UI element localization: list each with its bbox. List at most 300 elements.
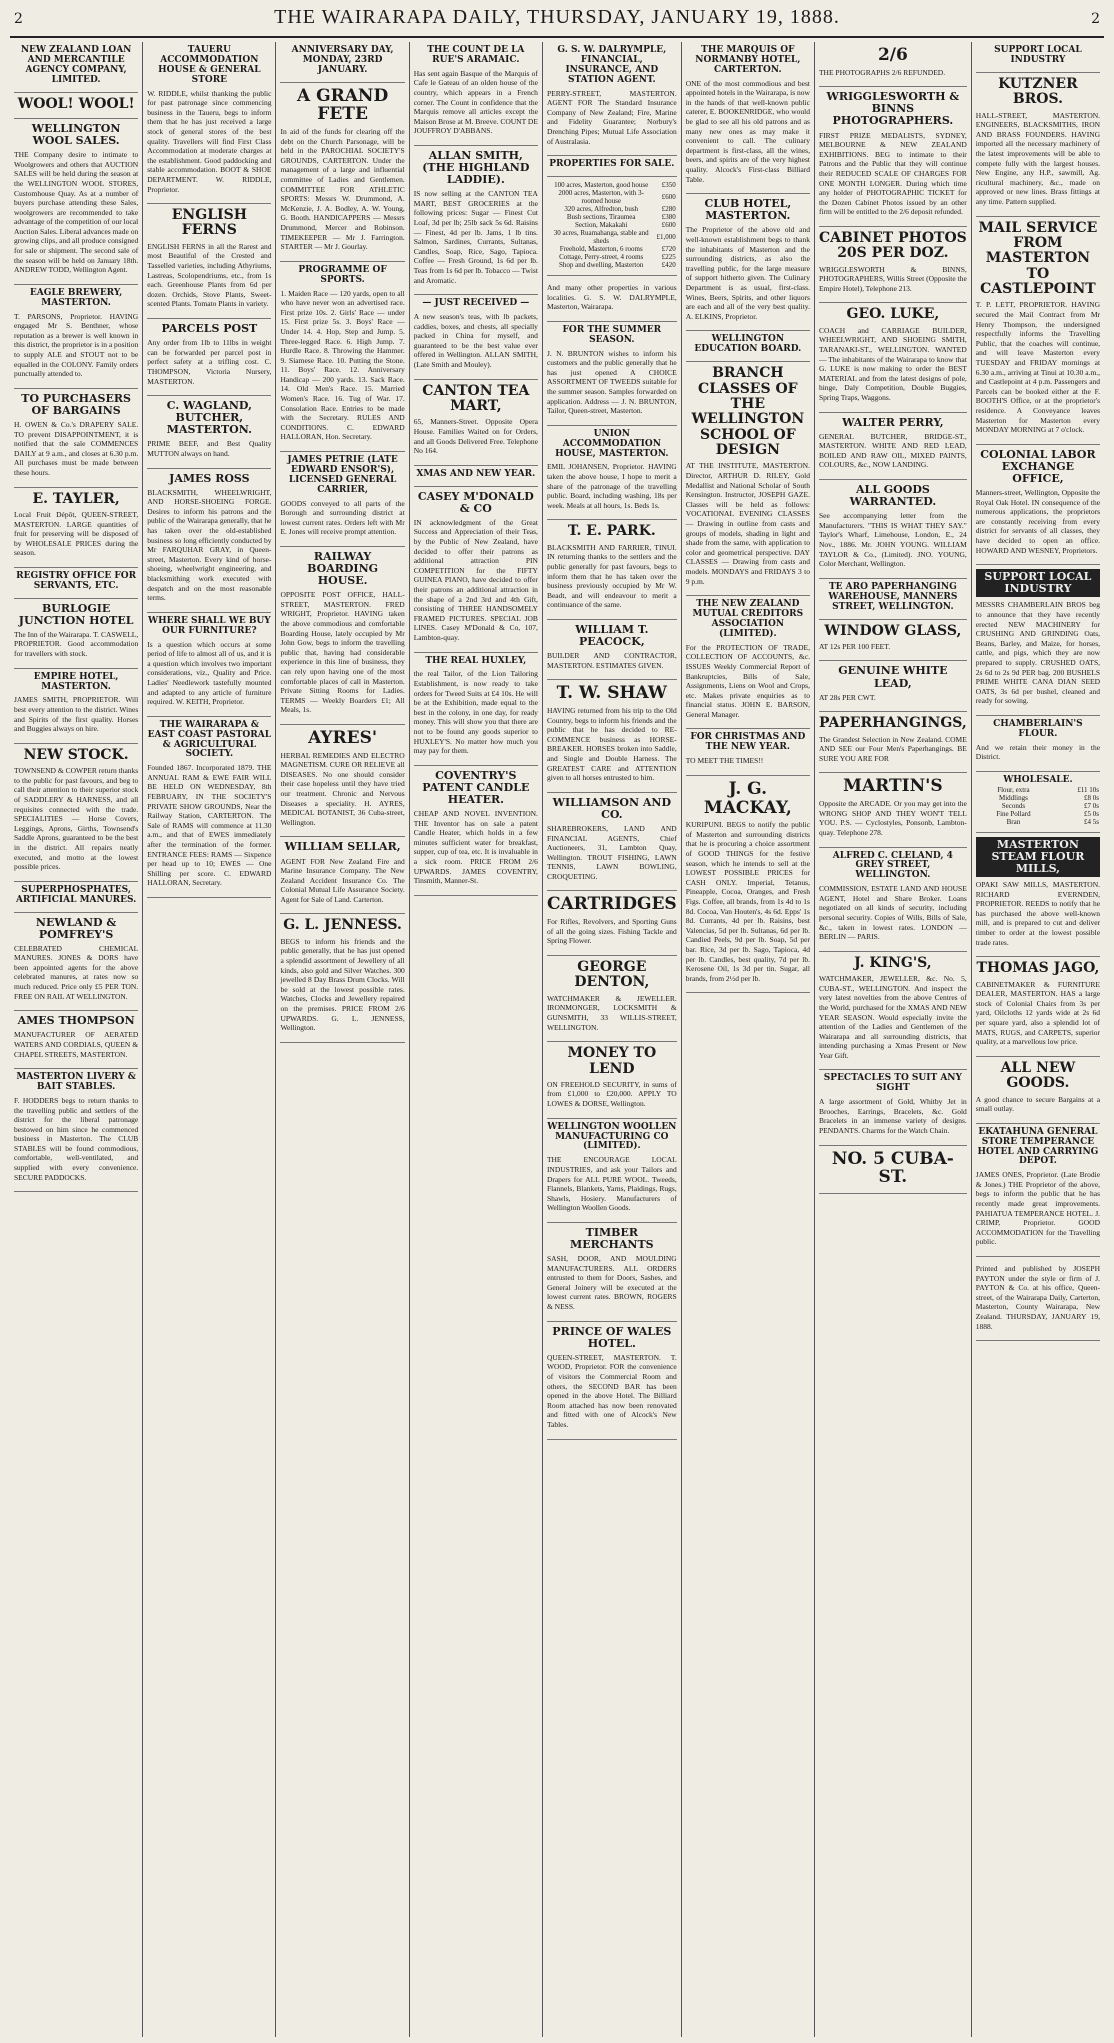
advertisement	[147, 42, 271, 204]
ad-body-text: TOWNSEND & COWPER return thanks to the public for past favours, and beg to call their attention to their superior stock of SADDLERY & HARNESS, and all requisites connected with the trade. SPECIALITIES — Horse Covers, Leggings, Aprons, Girths, Townsend's Saddle Aprons, guaranteed to be the best in the district. All repairs neatly executed, and motto at the lowest possible prices.	[14, 766, 139, 872]
wholesale-row	[976, 810, 1100, 818]
ad-heading: EKATAHUNA GENERAL STORE TEMPERANCE HOTEL AND CARRYING DEPOT.	[977, 1126, 1099, 1167]
ad-body-text: See accompanying letter from the Manufacturers. "THIS IS WHAT THEY SAY." Taylor's Wharf, Limehouse, London, E., 24 Nov., 1886. Mr. JOHN YOUNG. WILLIAM TAYLOR & Co., (Limited). JNO. YOUNG, Color Merchant, Wellington.	[818, 511, 967, 569]
wholesale-row	[976, 802, 1100, 810]
ad-heading: THE WAIRARAPA & EAST COAST PASTORAL & AGRICULTURAL SOCIETY.	[147, 719, 272, 760]
advertisement	[547, 793, 677, 892]
column-8	[972, 42, 1104, 2037]
ad-body-text: W. RIDDLE, whilst thanking the public for past patronage since commencing business in the Taueru, begs to inform them that he has just received a large stock of general stores of the best quality. Travellers will find First Class Accommodation at moderate charges at the establishment. Good paddocking and stable accommodation. BOOT & SHOE DEPARTMENT. W. RIDDLE, Proprietor.	[147, 88, 272, 194]
advertisement	[976, 73, 1100, 217]
property-description: 100 acres, Masterton, good house	[554, 181, 649, 190]
ad-body-text: HAVING returned from his trip to the Old Country, begs to inform his friends and the public that he has decided to RE-COMMENCE business as HORSE-BREAKER. HORSES broken into Saddle, and Single and Double Harness. The GREATEST CARE and ATTENTION given to all horses entrusted to him.	[546, 705, 677, 783]
ad-body-text: BUILDER AND CONTRACTOR, MASTERTON. ESTIMATES GIVEN.	[546, 651, 677, 670]
ad-body-text: FIRST PRIZE MEDALISTS, SYDNEY, MELBOURNE & NEW ZEALAND EXHIBITIONS. BEG to intimate to their Patrons and the Public that they will continue their REDUCED SCALE OF CHARGES FOR ONE MONTH LONGER. During which time any holder of PHOTOGRAPHIC TICKET for the Dozen Cabinet Photos issued by an other firm will be entitled to the 2/6 deposit refunded.	[818, 130, 967, 217]
ad-body-text: THE PHOTOGRAPHS 2/6 REFUNDED.	[818, 67, 946, 77]
ad-body-text: Is a question which occurs at some period of life to almost all of us, and it is a question which involves two important considerations, viz., Quality and Price. Ladies' Needlework tastefully mounted and adapted to any article of furniture required. W. KEITH, Proprietor.	[147, 639, 272, 707]
ad-heading: CLUB HOTEL, MASTERTON.	[704, 197, 792, 223]
advertisement	[414, 487, 538, 653]
ad-body-text: H. OWEN & Co.'s DRAPERY SALE. TO prevent DISAPPOINTMENT, it is notified that the sale COMMENCES DAILY at 9 a.m., and closes at 6.30 p.m. All purchases must be made between these hours.	[14, 419, 139, 477]
advertisement	[414, 295, 538, 379]
ad-heading: MARTIN'S	[843, 776, 943, 797]
ad-heading: SUPPORT LOCAL INDUSTRY	[976, 569, 1100, 597]
ad-body-text: JAMES ONES, Proprietor. (Late Brodie & Jones.) THE Proprietor of the above, begs to inform the public that he has recently made great improvements. PAHIATUA TEMPERANCE HOTEL. J. CRIMP, Proprietor. GOOD ACCOMMODATION for the Travelling public.	[975, 1170, 1101, 1247]
ad-body-text: BLACKSMITH AND FARRIER, TINUI. IN returning thanks to the settlers and the public generally for past favours, begs to inform them that he has taken over the business previously occupied by Mr W. Beadt, and will endeavour to merit a continuance of the same.	[546, 542, 677, 610]
column-4	[410, 42, 543, 2037]
advertisement	[819, 1070, 967, 1145]
advertisement	[547, 1119, 677, 1223]
price-row	[547, 253, 677, 261]
advertisement	[819, 712, 967, 773]
advertisement	[976, 445, 1100, 565]
ad-heading: T. E. PARK.	[567, 523, 656, 540]
price-row	[547, 245, 677, 253]
advertisement	[280, 42, 404, 83]
advertisement	[414, 766, 538, 896]
ad-body-text: THE ENCOURAGE LOCAL INDUSTRIES, and ask your Tailors and Drapers for ALL PURE WOOL. Tweeds, Flannels, Blankets, Yarns, Plaidings, Rugs, Shawls, Hosiery. Manufacturers of Wellington Woollen Goods.	[546, 1155, 677, 1213]
ad-heading: E. TAYLER,	[32, 490, 120, 507]
advertisement	[547, 1223, 677, 1322]
ad-body-text: WRIGGLESWORTH & BINNS, PHOTOGRAPHERS, Willis Street (Opposite the Empire Hotel), Telephone 213.	[818, 264, 967, 293]
advertisement	[976, 217, 1100, 445]
ad-heading: G. L. JENNESS.	[283, 917, 402, 934]
advertisement	[414, 146, 538, 295]
price-row	[547, 205, 677, 213]
advertisement	[686, 776, 810, 993]
property-description: Shop and dwelling, Masterton	[559, 261, 644, 270]
column-2	[143, 42, 276, 2037]
advertisement	[819, 42, 967, 87]
ad-heading: THE MARQUIS OF NORMANBY HOTEL, CARTERTON.	[695, 45, 801, 75]
advertisement	[14, 119, 138, 285]
ad-heading: — JUST RECEIVED —	[422, 298, 530, 309]
ad-body-text: For the PROTECTION OF TRADE, COLLECTION OF ACCOUNTS, &c. ISSUES Weekly Commercial Report of Bankruptcies, Bills of Sale, Assignments, Liens on Wool and Crops, etc. Makes private enquiries as to financial status. JOHN E. BARSON, General Manager.	[685, 642, 810, 719]
wholesale-item: Fine Pollard	[996, 809, 1031, 818]
ad-heading: C. WAGLAND, BUTCHER, MASTERTON.	[166, 399, 252, 437]
ad-body-text: 65, Manners-Street. Opposite Opera House. Families Waited on for Orders, and all Goods Delivered Free. Telephone No 164.	[413, 417, 538, 456]
ad-body-text: QUEEN-STREET, MASTERTON. T. WOOD, Proprietor. FOR the convenience of visitors the Commercial Room and others, the SECOND BAR has been opened in the above Hotel. The Billiard Room attached has now been renovated and fitted with one of Alcock's New Tables.	[546, 1352, 677, 1429]
ad-heading: JAMES ROSS	[169, 471, 250, 485]
ad-heading: GENUINE WHITE LEAD,	[838, 664, 948, 690]
advertisement	[147, 717, 271, 898]
ad-heading: SUPPORT LOCAL INDUSTRY	[994, 45, 1082, 65]
ad-heading: CARTRIDGES	[546, 894, 677, 915]
advertisement	[147, 469, 271, 613]
property-description: 320 acres, Alfredton, bush	[564, 205, 639, 214]
ad-heading: NEWLAND & POMFREY'S	[35, 915, 117, 941]
advertisement	[686, 729, 810, 775]
ad-body-text: WATCHMAKER & JEWELLER. IRONMONGER, LOCKSMITH & GUNSMITH, 33 WILLIS-STREET, WELLINGTON.	[546, 993, 677, 1032]
advertisement	[280, 547, 404, 725]
ad-heading: NEW STOCK.	[23, 746, 129, 763]
ad-heading: AYRES'	[308, 727, 378, 748]
advertisement	[819, 661, 967, 712]
ad-heading: WALTER PERRY,	[842, 415, 944, 429]
advertisement	[686, 596, 810, 729]
ad-body-text: PRIME BEEF, and Best Quality MUTTON always on hand.	[147, 439, 272, 458]
advertisement	[547, 956, 677, 1042]
ad-body-text: AGENT FOR New Zealand Fire and Marine Insurance Company. The New Zealand Accident Insurance Co. The Colonial Mutual Life Assurance Society. Agent for Sale of Land. Carterton.	[280, 856, 405, 904]
advertisement	[547, 891, 677, 955]
ad-heading: T. W. SHAW	[556, 683, 667, 704]
advertisement	[819, 413, 967, 480]
ad-body-text: Printed and published by JOSEPH PAYTON under the style or firm of J. PAYTON & Co. at his office, Queen-street, of the Wairarapa Daily, Carterton, Masterton, County Wairarapa, New Zealand. THURSDAY, JANUARY 19, 1888.	[975, 1264, 1101, 1331]
ad-heading: WOOL! WOOL!	[17, 95, 135, 112]
ad-body-text: EMIL JOHANSEN, Proprietor. HAVING taken the above house, I hope to merit a share of the patronage of the travelling public. Board, including washing, 18s per week. Meals at all hours, 1s. Beds 1s.	[546, 462, 677, 510]
ad-heading: REGISTRY OFFICE FOR SERVANTS, ETC.	[16, 570, 137, 591]
ad-heading: ANNIVERSARY DAY, MONDAY, 23RD JANUARY.	[291, 45, 394, 75]
ad-heading: EAGLE BREWERY, MASTERTON.	[29, 287, 123, 308]
ad-heading: XMAS AND NEW YEAR.	[416, 468, 536, 479]
column-1	[10, 42, 143, 2037]
property-description: 30 acres, Ruamahanga, stable and sheds	[553, 229, 649, 246]
ad-heading: FOR THE SUMMER SEASON.	[562, 324, 662, 345]
ad-body-text: GENERAL BUTCHER, BRIDGE-ST., MASTERTON. WHITE AND RED LEAD, BOILED AND RAW OIL, MIXED PAINTS, COLOURS, &c., NOW LANDING.	[818, 431, 967, 470]
property-price: £1,000	[656, 233, 676, 242]
ad-heading: EMPIRE HOTEL, MASTERTON.	[33, 671, 119, 692]
price-row	[547, 221, 677, 229]
columns	[10, 42, 1104, 2037]
advertisement	[147, 613, 271, 717]
advertisement	[280, 837, 404, 914]
price-row	[547, 189, 677, 205]
ad-heading: AMES THOMPSON	[17, 1014, 135, 1028]
advertisement	[547, 620, 677, 680]
advertisement	[819, 952, 967, 1071]
property-price: £350	[661, 181, 676, 190]
property-price: £420	[661, 261, 676, 270]
column-7	[815, 42, 972, 2037]
ad-heading: PROPERTIES FOR SALE.	[549, 159, 675, 170]
ad-heading: ALLAN SMITH, (THE HIGHLAND LADDIE).	[422, 148, 530, 187]
advertisement	[976, 565, 1100, 716]
ad-body-text: HERBAL REMEDIES AND ELECTRO MAGNETISM. CURE OR RELIEVE all DISEASES. No one should consider their case hopeless until they have tried our treatment. Chronic and Nervous Diseases a speciality. H. AYRES, MEDICAL BOTANIST, 36 Cuba-street, Wellington.	[280, 750, 405, 827]
property-price: £600	[661, 193, 676, 202]
ad-heading: WELLINGTON WOOL SALES.	[31, 121, 121, 148]
advertisement	[14, 882, 138, 913]
advertisement	[547, 680, 677, 792]
ad-body-text: AT 28s PER CWT.	[818, 692, 876, 702]
ad-body-text: In aid of the funds for clearing off the debt on the Church Parsonage, will be held in the PAROCHIAL SOCIETY'S GROUNDS, CARTERTON. Under the management of a large and influential committee of Ladies and Gentlemen. COMMITTEE FOR ATHLETIC SPORTS: Messrs W. Drummond, A. McKenzie, J. A. Bodley, A. W. Young, G. Booth. HANDICAPPERS — Messrs Drummond, Mercer and Robinson. TIMEKEEPER — Mr J. Farrington. STARTER — Mr J. Gourlay.	[280, 127, 405, 252]
ad-heading: A GRAND FETE	[296, 85, 389, 125]
ad-body-text: J. N. BRUNTON wishes to inform his customers and the public generally that he has just opened A CHOICE ASSORTMENT OF TWEEDS suitable for the summer season. Samples forwarded on application. Address — J. N. BRUNTON, Tailor, Queen-street, Masterton.	[546, 348, 677, 416]
ad-body-text: CABINETMAKER & FURNITURE DEALER, MASTERTON. HAS a large stock of Colonial Chairs from 3s per yard, Oilcloths 12 yards wide at 2s 6d per square yard, also a splendid lot of MATS, RUGS, and CARPETS, superior quality, at a marvellous low price.	[975, 979, 1101, 1047]
ad-heading: ALL GOODS WARRANTED.	[849, 483, 937, 509]
newspaper-title: THE WAIRARAPA DAILY, THURSDAY, JANUARY 19, 1888.	[274, 6, 840, 28]
property-description: Freehold, Masterton, 6 rooms	[559, 245, 643, 254]
wholesale-item: Middlings	[999, 793, 1028, 802]
wholesale-item: Flour, extra	[997, 785, 1030, 794]
advertisement	[819, 848, 967, 952]
wholesale-row	[976, 794, 1100, 802]
wholesale-title: WHOLESALE.	[1003, 774, 1073, 785]
ad-heading: CANTON TEA MART,	[422, 382, 530, 414]
ad-body-text: A large assortment of Gold, Whitby Jet in Brooches, Earrings, Bracelets, &c. Gold Bracelets in an immense variety of designs. PENDANTS. Charms for the Watch Chain.	[818, 1097, 967, 1136]
advertisement	[147, 204, 271, 319]
ad-heading: PAPERHANGINGS,	[818, 715, 967, 732]
ad-heading: WINDOW GLASS,	[824, 622, 962, 639]
ad-body-text: CHEAP AND NOVEL INVENTION. THE Inventor has on sale a patent Candle Heater, which holds in a few minutes sufficient water for breakfast, supper, cup of tea, etc. It is invaluable in a sick room. PRICE FROM 2/6 UPWARDS. JAMES COVENTRY, Tinsmith, Manner-St.	[413, 809, 538, 886]
ad-heading: J. G. MACKAY,	[703, 778, 792, 818]
ad-body-text: CELEBRATED CHEMICAL MANURES. JONES & DORS have been appointed agents for the above celebrated manures, at rates now so much reduced. Price only £5 PER TON. FREE ON RAIL AT WELLINGTON.	[14, 943, 139, 1001]
ad-heading: GEORGE DENTON,	[574, 958, 650, 991]
ad-body-text: ONE of the most commodious and best appointed hotels in the Wairarapa, is now in the hands of that well-known public caterer, E. BOOKENRIDGE, who would be glad to see all his old patrons and as many new ones as may make it convenient to call. The culinary department is first-class, all the wines, beers, and spirits are of the very highest quality. Alcock's First-class Billiard Table.	[685, 78, 810, 184]
advertisement	[547, 276, 677, 322]
ad-body-text: MANUFACTURER OF AERATED WATERS AND CORDIALS, QUEEN & CHAPEL STREETS, MASTERTON.	[14, 1030, 139, 1059]
ad-heading: WELLINGTON EDUCATION BOARD.	[694, 334, 802, 355]
ad-body-text: AT 12s PER 100 FEET.	[818, 641, 891, 651]
ad-heading: COVENTRY'S PATENT CANDLE HEATER.	[422, 768, 530, 806]
advertisement	[14, 913, 138, 1012]
property-price: £600	[661, 221, 676, 230]
property-description: Bush sections, Tiraumea	[566, 213, 636, 222]
advertisement	[280, 452, 404, 547]
ad-body-text: SASH, DOOR, AND MOULDING MANUFACTURERS. ALL ORDERS entrusted to them for Doors, Sashes, and General Joinery will be executed at the lowest current rates. BROWN, ROGERS & NESS.	[546, 1254, 677, 1312]
advertisement	[14, 1011, 138, 1069]
ad-heading: MAIL SERVICE FROM MASTERTON TO CASTLEPOINT	[978, 219, 1098, 298]
page-number-right: 2	[1091, 11, 1100, 27]
ad-body-text: KURIPUNI. BEGS to notify the public of Masterton and surrounding districts that he is procuring a choice assortment of GOOD THINGS for the festive season, which he intends to sell at the LOWEST POSSIBLE PRICES for CASH ONLY. Imperial, Tetanus, Pineapple, Cocoa, Oranges, and Fresh Figs. Coffee, all brands, from 1s 4d to 1s 8d. Cocoa, Van Houten's, 4s 6d. Epps' 1s 8d. Currants, 4d per lb. Raisins, best Valencias, 5d per lb. Sultanas, 6d per lb. Candied Peels, 9d per lb. Soap, 5d per bar. Rice, 3d per lb. Sago, Tapioca, 4d per lb. Candles, best quality, 7d per lb. Kerosene Oil, 1s 3d per tin. Sugar, all brands, from 2½d per lb.	[685, 820, 810, 983]
ad-heading: WELLINGTON WOOLLEN MANUFACTURING CO (LIMITED).	[547, 1121, 677, 1152]
ad-heading: GEO. LUKE,	[846, 306, 940, 323]
property-description: 2000 acres, Masterton, with 3-roomed house	[558, 189, 644, 206]
ad-body-text: For Rifles, Revolvers, and Sporting Guns of all the going sizes. Fishing Tackle and Spring Flower.	[546, 917, 677, 946]
ad-body-text: The Proprietor of the above old and well-known establishment begs to thank the inhabitants of Masterton and the surrounding districts, as also the travelling public, for the large measure of support hitherto given. The Culinary Department is as usual, first-class. Wines, Beers, Spirits, and other liquors are each and all of the very best quality. A. ELKINS, Proprietor.	[685, 225, 810, 321]
advertisement	[819, 579, 967, 620]
ad-body-text: A new season's teas, with lb packets, caddies, boxes, and chests, all specially packed in China for myself, and guaranteed to be the best value ever offered in Wellington. ALLAN SMITH, (Late Smith and Mouley).	[413, 312, 538, 370]
ad-heading: CHAMBERLAIN'S FLOUR.	[993, 718, 1083, 739]
ad-body-text: MESSRS CHAMBERLAIN BROS beg to announce that they have recently erected NEW MACHINERY for CRUSHING AND GRINDING Oats, Beans, Barley, and Maize, for horses, cattle, and pigs, which they are now prepared to supply. CRUSHED OATS, 2s 6d to 2s 9d PER bag. 200 BUSHELS PRIME WHITE CANA DIAN SEED OATS, 3s 6d per bushel, cleaned and ready for sowing.	[975, 600, 1101, 706]
wholesale-row	[976, 818, 1100, 826]
ad-heading: THOMAS JAGO,	[976, 960, 1100, 977]
ad-body-text: ON FREEHOLD SECURITY, in sums of from £1,000 to £20,000. APPLY TO LOWES & DORSE, Wellington.	[546, 1079, 677, 1109]
wholesale-price: £5 0s	[1084, 809, 1100, 818]
ad-heading: MONEY TO LEND	[567, 1045, 657, 1077]
advertisement	[14, 285, 138, 389]
wholesale-table	[976, 786, 1100, 826]
ad-heading: SPECTACLES TO SUIT ANY SIGHT	[823, 1073, 962, 1094]
advertisement	[147, 396, 271, 468]
property-price: £720	[661, 245, 676, 254]
ad-body-text: OPAKI SAW MILLS, MASTERTON. RICHARD EVERNDEN, PROPRIETOR. REEDS to notify that he has purchased the above well-known mill, and is prepared to cut and deliver timber to order at the lowest possible trade rates.	[975, 880, 1101, 947]
property-price: £280	[661, 205, 676, 214]
wholesale-price: £7 0s	[1084, 801, 1100, 810]
property-description: Section, Makakahi	[574, 221, 628, 230]
advertisement	[819, 87, 967, 227]
ad-heading: TE ARO PAPERHANGING WAREHOUSE, MANNERS STREET, WELLINGTON.	[828, 581, 958, 612]
ad-body-text: COACH and CARRIAGE BUILDER, WHEELWRIGHT, AND SHOEING SMITH, TARANAKI-ST., WELLINGTON. WANTED — The inhabitants of the Wairarapa to know that G. LUKE is now making to order the BEST MATERIAL and from the latest designs of pole, hinge, Daly Competition, Double Buggies, Spring Traps, Waggons.	[818, 325, 967, 403]
advertisement	[819, 620, 967, 662]
ad-heading: MASTERTON STEAM FLOUR MILLS,	[976, 837, 1100, 877]
advertisement	[819, 1146, 967, 1194]
advertisement	[547, 520, 677, 620]
price-row	[547, 261, 677, 269]
ad-heading: PRINCE OF WALES HOTEL.	[552, 1324, 672, 1350]
ad-body-text: Manners-street, Wellington, Opposite the Royal Oak Hotel. IN consequence of the numerous applications, the proprietors are constantly receiving from every district for servants of all classes, they have decided to open an office. HOWARD AND WESNEY, Proprietors.	[975, 488, 1101, 555]
advertisement	[280, 262, 404, 452]
advertisement	[280, 914, 404, 1042]
ad-heading: TIMBER MERCHANTS	[570, 1225, 654, 1251]
advertisement	[976, 957, 1100, 1057]
ad-heading: BURLOGIE JUNCTION HOTEL	[18, 601, 134, 627]
ad-body-text: JAMES SMITH, PROPRIETOR. Will best every attention to the district. Wines and Spirits of the first quality. Horses and Buggies always on hire.	[14, 695, 139, 734]
ad-body-text: THE Company desire to intimate to Woolgrowers and others that AUCTION SALES will be held during the season at the WELLINGTON WOOL STORES, Customhouse Quay. As at a number of buyers purchase attending these Sales, woolgrowers are recommended to take advantage of the competition of our local Auction Sales. Liberal advances made on growing clips, and all produce consigned for sale or shipment. The second sale of the season will be held on January 18th. ANDREW TODD, Wellington Agent.	[14, 150, 139, 275]
ad-heading: G. S. W. DALRYMPLE, FINANCIAL, INSURANCE, AND STATION AGENT.	[557, 45, 667, 85]
advertisement	[547, 156, 677, 177]
advertisement	[819, 227, 967, 304]
advertisement	[14, 744, 138, 882]
ad-heading: CASEY M'DONALD & CO	[417, 489, 534, 515]
ad-body-text: The Inn of the Wairarapa. T. CASWELL, PROPRIETOR. Good accommodation for travellers with stock.	[14, 629, 139, 659]
advertisement	[819, 480, 967, 579]
advertisement	[547, 1322, 677, 1440]
wholesale-price: £11 10s	[1077, 785, 1100, 794]
ad-heading: JAMES PETRIE (LATE EDWARD ENSOR'S), LICENSED GENERAL CARRIER,	[287, 455, 398, 495]
ad-heading: THE NEW ZEALAND MUTUAL CREDITORS ASSOCIATION (LIMITED).	[692, 599, 804, 639]
ad-heading: UNION ACCOMMODATION HOUSE, MASTERTON.	[555, 428, 669, 459]
advertisement	[14, 42, 138, 93]
ad-heading: WILLIAM SELLAR,	[284, 840, 401, 854]
ad-heading: KUTZNER BROS.	[998, 75, 1078, 108]
ad-heading: WILLIAMSON AND CO.	[552, 795, 672, 821]
advertisement	[14, 93, 138, 119]
ad-heading: FOR CHRISTMAS AND THE NEW YEAR.	[690, 732, 806, 753]
ad-body-text: TO MEET THE TIMES!!	[685, 756, 764, 766]
wholesale-price: £8 0s	[1084, 793, 1100, 802]
advertisement	[976, 1257, 1100, 1341]
ad-body-text: A good chance to secure Bargains at a small outlay.	[975, 1094, 1101, 1114]
ad-heading: PROGRAMME OF SPORTS.	[298, 264, 387, 285]
advertisement	[976, 42, 1100, 73]
advertisement	[547, 322, 677, 426]
advertisement	[280, 725, 404, 837]
ad-heading: 2/6	[877, 45, 908, 65]
advertisement	[819, 303, 967, 412]
ad-heading: NO. 5 CUBA-ST.	[831, 1148, 954, 1188]
ad-body-text: OPPOSITE POST OFFICE, HALL-STREET, MASTERTON. FRED WRIGHT, Proprietor. HAVING taken the above commodious and comfortable Boarding House, lately occupied by Mr John Gow, begs to inform the travelling public that, having had considerable experience in this line of business, they can rely upon having one of the most comfortable places of call in Masterton. Private Sitting Rooms for Ladies. TERMS — Weekly Boarders £1; All Meals, 1s.	[280, 590, 405, 715]
ad-heading: TAUERU ACCOMMODATION HOUSE & GENERAL STORE	[158, 45, 261, 85]
property-description: Cottage, Perry-street, 4 rooms	[559, 253, 644, 262]
ad-heading: COLONIAL LABOR EXCHANGE OFFICE,	[980, 447, 1096, 485]
ad-heading: WRIGGLESWORTH & BINNS PHOTOGRAPHERS.	[826, 90, 960, 128]
ad-body-text: Any order from 1lb to 11lbs in weight can be forwarded per parcel post in perfect safety at a trifling cost. C. THOMPSON, Victoria Nursery, MASTERTON.	[147, 338, 272, 386]
ad-heading: THE REAL HUXLEY,	[425, 655, 527, 666]
advertisement	[976, 1057, 1100, 1124]
ad-heading: WHERE SHALL WE BUY OUR FURNITURE?	[148, 615, 271, 636]
column-3	[276, 42, 409, 2037]
advertisement	[547, 426, 677, 521]
ad-body-text: 1. Maiden Race — 120 yards, open to all who have never won an advertised race. First prize 10s. 2. Girls' Race — under 15. First prize 5s. 3. Boys' Race — Under 14. 4. Hop, Step and Jump. 5. Three-legged Race. 6. High Jump. 7. Hurdle Race. 8. Throwing the Hammer. 9. Siamese Race. 10. Putting the Stone. 11. Boys' Race. 12. Anniversary Handicap — 200 yards. 13. Sack Race. 14. Old Men's Race. 15. Married Women's Race. 16. Tug of War. 17. Consolation Race. Entries to be made with the Secretary. RULES AND CONDITIONS. C. EDWARD HALLORAN, Hon. Secretary.	[280, 288, 405, 442]
ad-heading: CABINET PHOTOS 20S PER DOZ.	[818, 229, 967, 262]
property-price: £225	[661, 253, 676, 262]
ad-body-text: ENGLISH FERNS in all the Rarest and most Beautiful of the Crested and Tasselled varieties, including Athyriums, Lastreas, Scolopendriums, etc., from 1s each. Greenhouse Plants from 6d per dozen. Orchids, Stove Plants, Sweet-scented Plants. Tomato Plants in variety.	[147, 241, 272, 309]
advertisement	[819, 773, 967, 847]
ad-heading: SUPERPHOSPHATES, ARTIFICIAL MANURES.	[15, 884, 137, 905]
ad-heading: NEW ZEALAND LOAN AND MERCANTILE AGENCY COMPANY, LIMITED.	[20, 45, 132, 85]
advertisement	[414, 42, 538, 146]
ad-body-text: And many other properties in various localities. G. S. W. DALRYMPLE, Masterton, Wairarapa.	[546, 283, 677, 312]
advertisement	[547, 177, 677, 276]
ad-heading: WILLIAM T. PEACOCK,	[575, 622, 649, 649]
ad-heading: J. KING'S,	[854, 954, 932, 971]
ad-body-text: PERRY-STREET, MASTERTON. AGENT FOR The Standard Insurance Company of New Zealand; Fire, Marine and Fidelity Guarantee; Norbury's Drenching Pipes; Mutual Life Association of Australasia.	[546, 88, 677, 146]
advertisement	[976, 833, 1100, 957]
ad-body-text: WATCHMAKER, JEWELLER, &c. No. 5, CUBA-ST., WELLINGTON. And inspect the very latest novelties from the above Centres of the World, purchased for the XMAS AND NEW YEAR SEASON. Would especially invite the attention of the Ladies and Gentlemen of the Wairarapa and all surrounding districts, that intending purchasing a Xmas Present or New Year Gift.	[818, 974, 967, 1060]
wholesale-item: Seconds	[1001, 801, 1026, 810]
advertisement	[976, 716, 1100, 772]
ad-body-text: IN acknowledgment of the Great Success and Appreciation of their Teas, by the Public of New Zealand, have decided to offer their patrons as additional attraction PIN COMPETITION for the FIFTY GUINEA PIANO, have decided to offer their patrons an additional attraction in the shape of a 2nd 3rd and 4th Gift, consisting of THREE HANDSOMELY FRAMED PICTURES. SPECIAL JOB LINES. Casey M'Donald & Co, 107, Lambton-quay.	[413, 517, 538, 642]
wholesale-row	[976, 786, 1100, 794]
advertisement	[686, 362, 810, 596]
advertisement	[414, 466, 538, 487]
ad-body-text: SHAREBROKERS, LAND AND FINANCIAL AGENTS, Chief Auctioneers, 31, Lambton Quay, Wellington. TROUT FISHING, LAWN TENNIS, LAWN BOWLING, CROQUETING.	[546, 823, 677, 881]
ad-body-text: BLACKSMITH, WHEELWRIGHT, AND HORSE-SHOEING FORGE. Desires to inform his patrons and the public of the Wairarapa generally, that he has taken over the old-established business so long efficiently conducted by Mr FARQUHAR GRAY, in Queen-street, Masterton. Every kind of horse-shoeing, wheelwright engineering, and blacksmithing work executed with despatch and on the most reasonable terms.	[147, 487, 272, 603]
ad-heading: ENGLISH FERNS	[171, 207, 247, 239]
ad-body-text: IS now selling at the CANTON TEA MART, BEST GROCERIES at the following prices: Sugar — Finest Cut Loaf, 3d per lb; 25lb sack 5s 6d. Raisins — Finest, 4d per lb. Jams, 1 lb tins. Salmon, Sardines, Currants, Sultanas, Candles, Soap, Rice, Sago, Tapioca. Coffee — Fresh Ground, 1s 6d per lb. Teas from 1s 6d per lb. Tobacco — Twist and Aromatic.	[413, 189, 538, 285]
advertisement	[547, 42, 677, 156]
masthead	[10, 6, 1104, 38]
ad-body-text: T. P. LETT, PROPRIETOR. HAVING secured the Mail Contract from Mr Henry Thompson, the undersigned respectfully informs the Travelling Public, that the coaches will continue, and will leave Masterton every TUESDAY and FRIDAY mornings at 6.30 a.m., arriving at Tinui at 10.30 a.m., and Castlepoint at 4 p.m. Passengers and Parcels can be booked either at the F. BOOTH'S Office, or at the proprietor's residence. A Conveyance leaves Masterton for Masterton every MONDAY MORNING at 7 o'clock.	[975, 300, 1101, 435]
ad-heading: ALFRED C. CLELAND, 4 GREY STREET, WELLINGTON.	[832, 850, 953, 881]
price-row	[547, 213, 677, 221]
advertisement	[686, 42, 810, 194]
advertisement	[14, 389, 138, 488]
price-row	[547, 181, 677, 189]
ad-body-text: F. HODDERS begs to return thanks to the travelling public and settlers of the district for the liberal patronage bestowed on him since he commenced business in Masterton. The CLUB STABLES will be found commodious, comfortable, well-ventilated, and supplied with every convenience. SECURE PADDOCKS.	[14, 1095, 139, 1182]
price-row	[547, 229, 677, 245]
page-number: 2	[14, 11, 23, 27]
ad-body-text: Local Fruit Dépôt, QUEEN-STREET, MASTERTON. LARGE quantities of fruit for preserving will be disposed of by WHOLESALE PRICES during the season.	[14, 509, 139, 558]
advertisement	[14, 568, 138, 599]
ad-body-text: And we retain their money in the District.	[975, 742, 1101, 762]
advertisement	[14, 669, 138, 744]
ad-body-text: Founded 1867. Incorporated 1879. THE ANNUAL RAM & EWE FAIR WILL BE HELD ON WEDNESDAY, 8th FEBRUARY, IN THE SOCIETY'S PRIVATE SHOW GROUNDS, Near the Railway Station, CARTERTON. The Sale of RAMS will commence at 11.30 a.m., and that of EWES immediately after the termination of the former. ENTRANCE FEES: RAMS — Sixpence per head up to 10; EWES — One Shilling per score. C. EDWARD HALLORAN, Secretary.	[147, 763, 272, 888]
column-6	[682, 42, 815, 2037]
advertisement	[414, 653, 538, 766]
ad-heading: ALL NEW GOODS.	[1000, 1059, 1076, 1092]
wholesale-item: Bran	[1006, 817, 1021, 826]
ad-body-text: Opposite the ARCADE. Or you may get into the WRONG SHOP AND THEY WON'T TELL YOU. P.S. — Cyclostyles, Ponsonb, Lambton-quay. Telephone 278.	[818, 799, 967, 837]
ad-body-text: HALL-STREET, MASTERTON. ENGINEERS, BLACKSMITHS, IRON AND BRASS FOUNDERS. HAVING imported all the necessary machinery of the latest improvements will be able to compete fully with the largest houses. New Engine, any H.P., sawmill, Ag. ricultural machinery, &c., made on approved or new lines. Brass fittings at any time. Pattern supplied.	[975, 110, 1101, 206]
wholesale-price: £4 5s	[1084, 817, 1100, 826]
ad-body-text: the real Tailor, of the Lion Tailoring Establishment, is now ready to take orders for Tweed Suits at £4 10s. He will be at the Exhibition, made equal to the best in the colony, in one day, for ready money. This will show you that there are not to be found any goods superior to HUXLEY'S. No matter how much you may pay for them.	[413, 669, 538, 756]
ad-body-text: AT THE INSTITUTE, MASTERTON. Director, ARTHUR D. RILEY, Gold Medallist and National Scholar of South Kensington. Instructor, JOSEPH GAZE. Classes will be held as follows: VOCATIONAL EVENING CLASSES — Drawing in outline from casts and groups of models, shading in light and shade from the same, with application to color and geometrical perspective. DAY CLASSES — Drawing from casts and models. MONDAYS and FRIDAYS 3 to 9 p.m.	[685, 461, 810, 586]
advertisement	[14, 1069, 138, 1192]
ad-body-text: T. PARSONS, Proprietor. HAVING engaged Mr S. Benthner, whose reputation as a brewer is well known in this district, the proprietor is in a position to supply ALE and STOUT not to be equalled in the COLONY. Family orders punctually attended to.	[14, 311, 139, 379]
advertisement	[147, 319, 271, 396]
ad-body-text: GOODS conveyed to all parts of the Borough and surrounding district at lowest current rates. Orders left with Mr E. Jones will receive prompt attention.	[280, 498, 405, 537]
ad-heading: THE COUNT DE LA RUE'S ARAMAIC.	[427, 45, 525, 65]
ad-body-text: Has sent again Basque of the Marquis of Cafe le Gateau of an olden house of the country, which appears in a French corner. The Count in confidence that the Marquis remove all articles except the Maison Brose at M. Breeve. COUNT DE JOUFFROY D'ABBANS.	[413, 68, 538, 136]
ad-heading: RAILWAY BOARDING HOUSE.	[307, 549, 379, 588]
property-price: £380	[661, 213, 676, 222]
wholesale-price-list	[976, 772, 1100, 833]
ad-heading: TO PURCHASERS OF BARGAINS	[21, 391, 131, 417]
advertisement	[414, 380, 538, 466]
ad-heading: PARCELS POST	[161, 322, 258, 336]
ad-body-text: BEGS to inform his friends and the public generally, that he has just opened a splendid assortment of Jewellery of all kinds, also gold and Silver Watches. 300 jewelled 8 Day Brass Drum Clocks. Will be sold at the lowest possible rates. Watches, Clocks and Jewellery repaired on the premises. PRICE FROM 2/6 UPWARDS. G. L. JENNESS, Wellington.	[280, 936, 405, 1033]
advertisement	[280, 83, 404, 262]
advertisement	[686, 331, 810, 362]
advertisement	[14, 599, 138, 669]
advertisement	[976, 1124, 1100, 1257]
property-price-table	[547, 181, 677, 269]
column-5	[543, 42, 682, 2037]
advertisement	[14, 488, 138, 568]
ad-heading: MASTERTON LIVERY & BAIT STABLES.	[16, 1072, 136, 1093]
ad-body-text: COMMISSION, ESTATE LAND AND HOUSE AGENT, Hotel and Share Broker. Loans negotiated on all kinds of security, including personal security. Copies of Wills, Bills of Sale, &c., taken in lowest rates. LONDON — BERLIN — PARIS.	[818, 884, 967, 942]
ad-body-text: The Grandest Selection in New Zealand. COME AND SEE our Four Men's Paperhangings. BE SURE YOU ARE FOR	[818, 734, 967, 763]
ad-heading: BRANCH CLASSES OF THE WELLINGTON SCHOOL OF DESIGN	[691, 365, 805, 459]
